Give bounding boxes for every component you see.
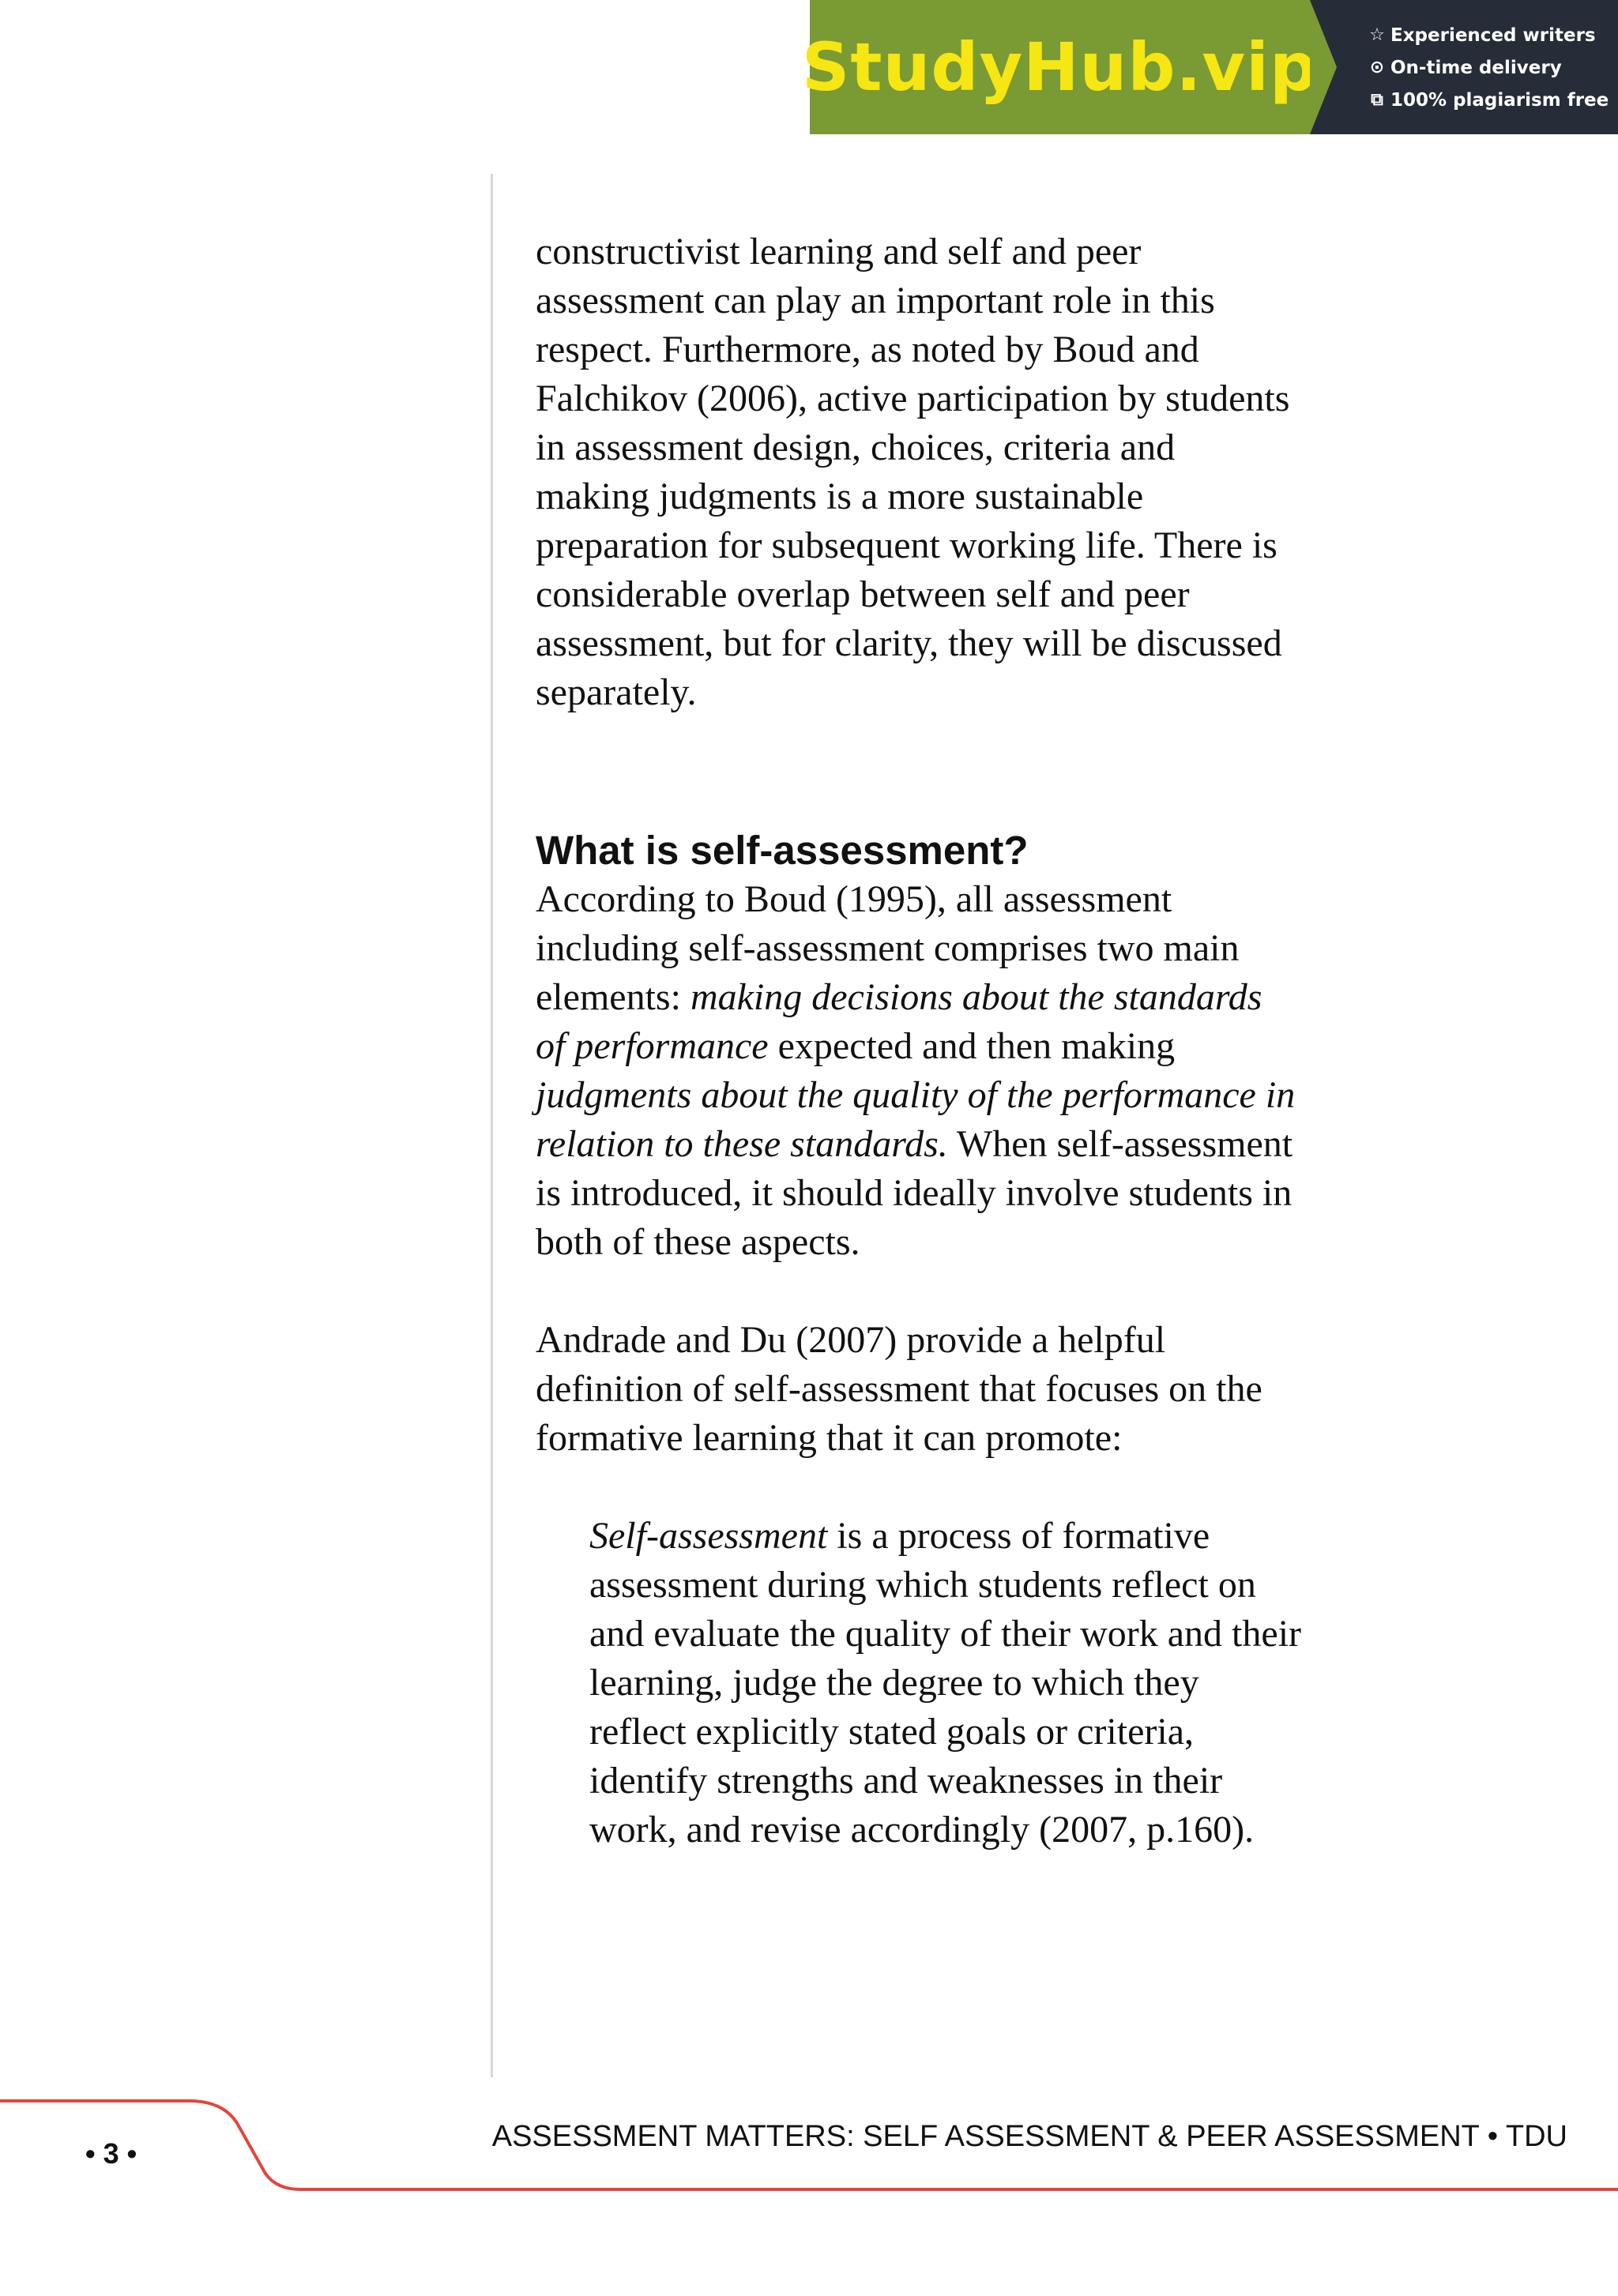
text-line: is introduced, it should ideally involve students in — [536, 1172, 1293, 1214]
text-line: separately. — [536, 671, 697, 713]
text-line: considerable overlap between self and peer — [536, 573, 1190, 615]
text-run: elements: — [536, 976, 690, 1018]
italic-run: Self-assessment — [589, 1515, 828, 1557]
text-line: formative learning that it can promote: — [536, 1417, 1123, 1459]
feature-plagiarism-free — [1367, 84, 1618, 116]
document-body — [536, 227, 1436, 1854]
text-run: expected and then making — [768, 1025, 1176, 1067]
text-line: in assessment design, choices, criteria and — [536, 427, 1176, 468]
text-line: Falchikov (2006), active participation by students — [536, 378, 1290, 419]
running-title: ASSESSMENT MATTERS: SELF ASSESSMENT & PEER ASSESSMENT • TDU — [491, 2120, 1567, 2153]
text-line: assessment during which students reflect on — [589, 1564, 1256, 1606]
text-line: According to Boud (1995), all assessment — [536, 878, 1172, 920]
feature-label: Experienced writers — [1390, 24, 1596, 46]
section-heading: What is self-assessment? — [536, 828, 1029, 873]
banner-features — [1310, 0, 1618, 134]
copy-check-icon: ⧉ — [1371, 90, 1383, 110]
logo-text: StudyHub.vip — [801, 28, 1319, 106]
italic-run: making decisions about the standards — [690, 976, 1262, 1018]
text-line: both of these aspects. — [536, 1221, 860, 1263]
studyhub-banner[interactable] — [801, 0, 1618, 134]
text-line: assessment, but for clarity, they will be discussed — [536, 622, 1282, 664]
text-line — [536, 1022, 1436, 1071]
text-line: definition of self-assessment that focuses on the — [536, 1368, 1262, 1410]
italic-run: judgments about the quality of the performance in — [536, 1074, 1296, 1116]
clock-icon: ⊙ — [1369, 58, 1385, 77]
text-line: assessment can play an important role in this — [536, 280, 1215, 321]
text-line: Andrade and Du (2007) provide a helpful — [536, 1319, 1166, 1361]
text-line: reflect explicitly stated goals or criteria, — [589, 1711, 1194, 1753]
italic-run: of performance — [536, 1025, 769, 1067]
text-line — [536, 1071, 1436, 1120]
feature-on-time-delivery — [1367, 51, 1618, 84]
text-run: When self-assessment — [947, 1123, 1293, 1165]
text-line: work, and revise accordingly (2007, p.160). — [589, 1809, 1255, 1851]
text-line: preparation for subsequent working life. There is — [536, 524, 1277, 566]
page-number: • 3 • — [85, 2137, 137, 2170]
feature-experienced-writers — [1367, 19, 1618, 51]
text-line — [536, 1120, 1436, 1169]
boud-paragraph — [536, 875, 1436, 1267]
text-line: learning, judge the degree to which they — [589, 1662, 1199, 1704]
studyhub-logo[interactable] — [801, 0, 1319, 134]
feature-label: On-time delivery — [1390, 57, 1562, 78]
text-line — [536, 973, 1436, 1022]
margin-rule — [491, 174, 493, 2077]
text-line — [589, 1512, 1436, 1561]
text-run: is a process of formative — [827, 1515, 1210, 1557]
text-line: and evaluate the quality of their work and their — [589, 1613, 1302, 1655]
text-line: constructivist learning and self and peer — [536, 231, 1142, 272]
italic-run: relation to these standards. — [536, 1123, 948, 1165]
text-line: respect. Furthermore, as noted by Boud and — [536, 329, 1199, 370]
text-line: making judgments is a more sustainable — [536, 475, 1144, 517]
text-line: including self-assessment comprises two main — [536, 927, 1240, 969]
star-outline-icon: ☆ — [1369, 25, 1385, 45]
intro-paragraph — [536, 227, 1436, 717]
text-line: identify strengths and weaknesses in their — [589, 1760, 1223, 1802]
andrade-paragraph — [536, 1316, 1436, 1463]
feature-label: 100% plagiarism free — [1390, 89, 1609, 111]
block-quote — [536, 1512, 1436, 1854]
